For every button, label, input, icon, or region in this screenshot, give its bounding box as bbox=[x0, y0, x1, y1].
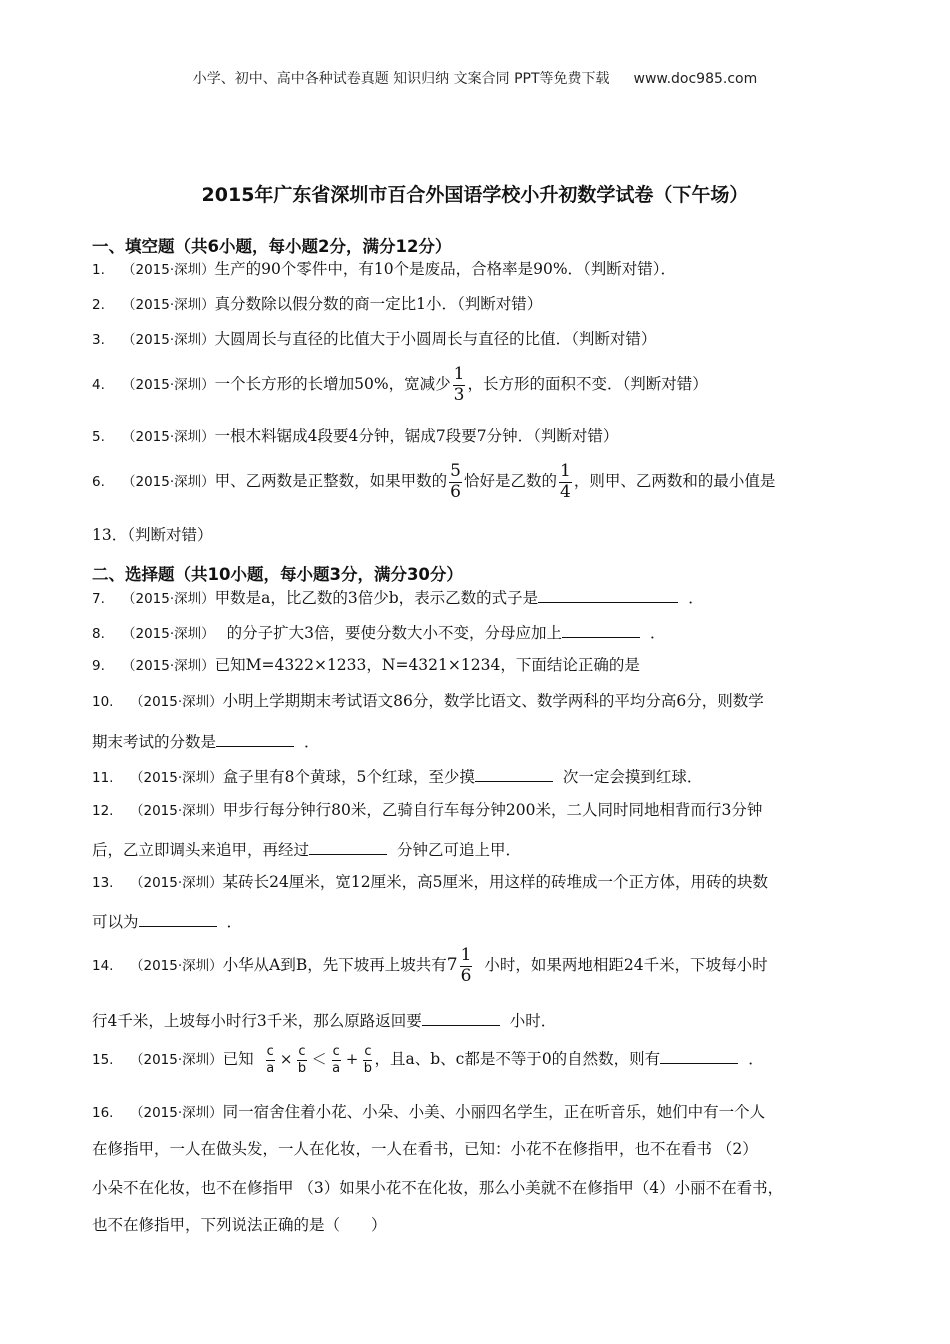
question-3 bbox=[92, 332, 656, 348]
question-10 bbox=[92, 694, 764, 710]
q-number: 2. bbox=[92, 297, 105, 313]
question-5 bbox=[92, 429, 618, 445]
q-number: 10. bbox=[92, 694, 114, 710]
q-number: 4. bbox=[92, 377, 105, 394]
section-fill-blank: 一、填空题（共6小题，每小题2分，满分12分） bbox=[92, 237, 452, 256]
q-source: （2015·深圳） bbox=[130, 1105, 223, 1121]
q-source: （2015·深圳） bbox=[130, 803, 223, 819]
q-source: （2015·深圳） bbox=[122, 474, 215, 491]
q-source: （2015·深圳） bbox=[122, 377, 215, 394]
answer-blank[interactable] bbox=[660, 1049, 738, 1064]
q-number: 6. bbox=[92, 474, 105, 491]
question-12-cont: 后，乙立即调头来追甲，再经过 分钟乙可追上甲． bbox=[92, 841, 522, 859]
q-text: 真分数除以假分数的商一定比1小．（判断对错） bbox=[214, 295, 543, 313]
q-text: 小时，如果两地相距24千米，下坡每小时 bbox=[484, 956, 768, 975]
question-4 bbox=[92, 365, 708, 405]
q-number: 7. bbox=[92, 591, 105, 607]
q-text: 甲步行每分钟行80米，乙骑自行车每分钟200米，二人同时同地相背而行3分钟 bbox=[222, 801, 763, 819]
q-number: 13. bbox=[92, 875, 114, 891]
question-1 bbox=[92, 262, 676, 278]
fraction-c-over-a: $\frac{c}{a}$ bbox=[266, 1044, 275, 1076]
header-text: 小学、初中、高中各种试卷真题 知识归纳 文案合同 PPT等免费下载 bbox=[192, 71, 610, 87]
question-8: 8. （2015·深圳） 的分子扩大3倍，要使分数大小不变，分母应加上 ． bbox=[92, 624, 666, 642]
q-source: （2015·深圳） bbox=[122, 591, 215, 607]
q-text: 同一宿舍住着小花、小朵、小美、小丽四名学生，正在听音乐，她们中有一个人 bbox=[222, 1103, 766, 1121]
question-12 bbox=[92, 803, 762, 819]
question-16-cont: 小朵不在化妆，也不在修指甲 （3）如果小花不在化妆，那么小美就不在修指甲（4）小丽不在看书， bbox=[92, 1179, 784, 1197]
q-number: 5. bbox=[92, 429, 105, 445]
q-number: 8. bbox=[92, 626, 105, 642]
q-source: （2015·深圳） bbox=[122, 626, 215, 642]
question-16-cont: 也不在修指甲，下列说法正确的是（ ） bbox=[92, 1216, 387, 1234]
fraction-five-sixths: $\frac{5}{6}$ bbox=[450, 461, 461, 502]
q-number: 1. bbox=[92, 262, 105, 278]
question-6-cont: 13．（判断对错） bbox=[92, 526, 213, 544]
q-source: （2015·深圳） bbox=[122, 658, 215, 674]
q-text: 已知M=4322×1233，N=4321×1234，下面结论正确的是 bbox=[214, 656, 640, 674]
q-number: 11. bbox=[92, 770, 114, 786]
question-16 bbox=[92, 1105, 765, 1121]
q-text: 已知 bbox=[222, 1050, 254, 1069]
q-source: （2015·深圳） bbox=[122, 429, 215, 445]
q-source: （2015·深圳） bbox=[130, 875, 223, 891]
question-14 bbox=[92, 946, 768, 986]
q-source: （2015·深圳） bbox=[130, 694, 223, 710]
question-13-cont: 可以为 ． bbox=[92, 913, 243, 931]
question-11: 11. （2015·深圳）盒子里有8个黄球，5个红球，至少摸 次一定会摸到红球． bbox=[92, 768, 703, 786]
fraction-c-over-b: $\frac{c}{b}$ bbox=[297, 1044, 307, 1076]
mixed-number-whole: 7 bbox=[446, 955, 458, 976]
page-header bbox=[0, 68, 950, 88]
answer-blank[interactable] bbox=[562, 623, 640, 638]
q-text: 的分子扩大3倍，要使分数大小不变，分母应加上 bbox=[226, 624, 563, 642]
q-number: 12. bbox=[92, 803, 114, 819]
question-2 bbox=[92, 297, 542, 313]
question-13 bbox=[92, 875, 768, 891]
q-number: 15. bbox=[92, 1052, 114, 1069]
answer-blank[interactable] bbox=[475, 767, 553, 782]
q-text: 大圆周长与直径的比值大于小圆周长与直径的比值．（判断对错） bbox=[214, 330, 657, 348]
section-choice: 二、选择题（共10小题，每小题3分，满分30分） bbox=[92, 565, 463, 584]
q-number: 9. bbox=[92, 658, 105, 674]
answer-blank[interactable] bbox=[309, 840, 387, 855]
q-number: 16. bbox=[92, 1105, 114, 1121]
q-text: 一个长方形的长增加50%，宽减少 bbox=[214, 375, 451, 394]
question-7: 7. （2015·深圳）甲数是a，比乙数的3倍少b，表示乙数的式子是 ． bbox=[92, 589, 704, 607]
q-source: （2015·深圳） bbox=[122, 262, 215, 278]
page-title: 2015年广东省深圳市百合外国语学校小升初数学试卷（下午场） bbox=[201, 184, 749, 206]
question-15: 15. （2015·深圳）已知 $\frac{c}{a}$ × $\frac{c}{b}$ ＜ $\frac{c}{a}$ + $\frac{c}{b}$ ，且a、b、c都是不等于0的自然数，则有 ． bbox=[92, 1044, 764, 1076]
q-text: 甲数是a，比乙数的3倍少b，表示乙数的式子是 bbox=[214, 589, 539, 607]
question-10-cont: 期末考试的分数是 ． bbox=[92, 733, 320, 751]
q-text: 甲、乙两数是正整数，如果甲数的 bbox=[214, 472, 448, 491]
question-14-cont: 行4千米，上坡每小时行3千米，那么原路返回要 小时． bbox=[92, 1012, 557, 1030]
fraction-one-third: $\frac{1}{3}$ bbox=[453, 364, 465, 405]
q-text: 小明上学期期末考试语文86分，数学比语文、数学两科的平均分高6分，则数学 bbox=[222, 692, 764, 710]
answer-blank[interactable] bbox=[422, 1011, 500, 1026]
q-text: 盒子里有8个黄球，5个红球，至少摸 bbox=[222, 768, 475, 786]
q-source: （2015·深圳） bbox=[130, 770, 223, 786]
fraction-one-sixth: $\frac{1}{6}$ bbox=[460, 945, 472, 986]
q-text: 小华从A到B，先下坡再上坡共有 bbox=[222, 956, 447, 975]
q-number: 3. bbox=[92, 332, 105, 348]
q-text: ，长方形的面积不变．（判断对错） bbox=[467, 375, 708, 394]
q-text: 一根木料锯成4段要4分钟，锯成7段要7分钟．（判断对错） bbox=[214, 427, 619, 445]
q-text: 生产的90个零件中，有10个是废品，合格率是90%．（判断对错）． bbox=[214, 260, 677, 278]
answer-blank[interactable] bbox=[139, 912, 217, 927]
fraction-one-quarter: $\frac{1}{4}$ bbox=[560, 461, 571, 502]
q-source: （2015·深圳） bbox=[122, 332, 215, 348]
answer-blank[interactable] bbox=[216, 732, 294, 747]
q-text: 恰好是乙数的 bbox=[464, 472, 558, 491]
question-16-cont: 在修指甲，一人在做头发，一人在化妆，一人在看书，已知：小花不在修指甲，也不在看书 （2） bbox=[92, 1140, 758, 1158]
question-6 bbox=[92, 462, 775, 502]
answer-blank[interactable] bbox=[538, 588, 678, 603]
q-source: （2015·深圳） bbox=[122, 297, 215, 313]
q-source: （2015·深圳） bbox=[130, 1052, 223, 1069]
fraction-c-over-a: $\frac{c}{a}$ bbox=[332, 1044, 341, 1076]
q-text: ，则甲、乙两数和的最小值是 bbox=[573, 472, 776, 491]
q-source: （2015·深圳） bbox=[130, 958, 223, 975]
header-site: www.doc985.com bbox=[633, 71, 758, 87]
question-9 bbox=[92, 658, 640, 674]
fraction-c-over-b: $\frac{c}{b}$ bbox=[363, 1044, 373, 1076]
q-number: 14. bbox=[92, 958, 114, 975]
q-text: ，且a、b、c都是不等于0的自然数，则有 bbox=[374, 1050, 661, 1069]
q-text: 某砖长24厘米，宽12厘米，高5厘米，用这样的砖堆成一个正方体，用砖的块数 bbox=[222, 873, 768, 891]
